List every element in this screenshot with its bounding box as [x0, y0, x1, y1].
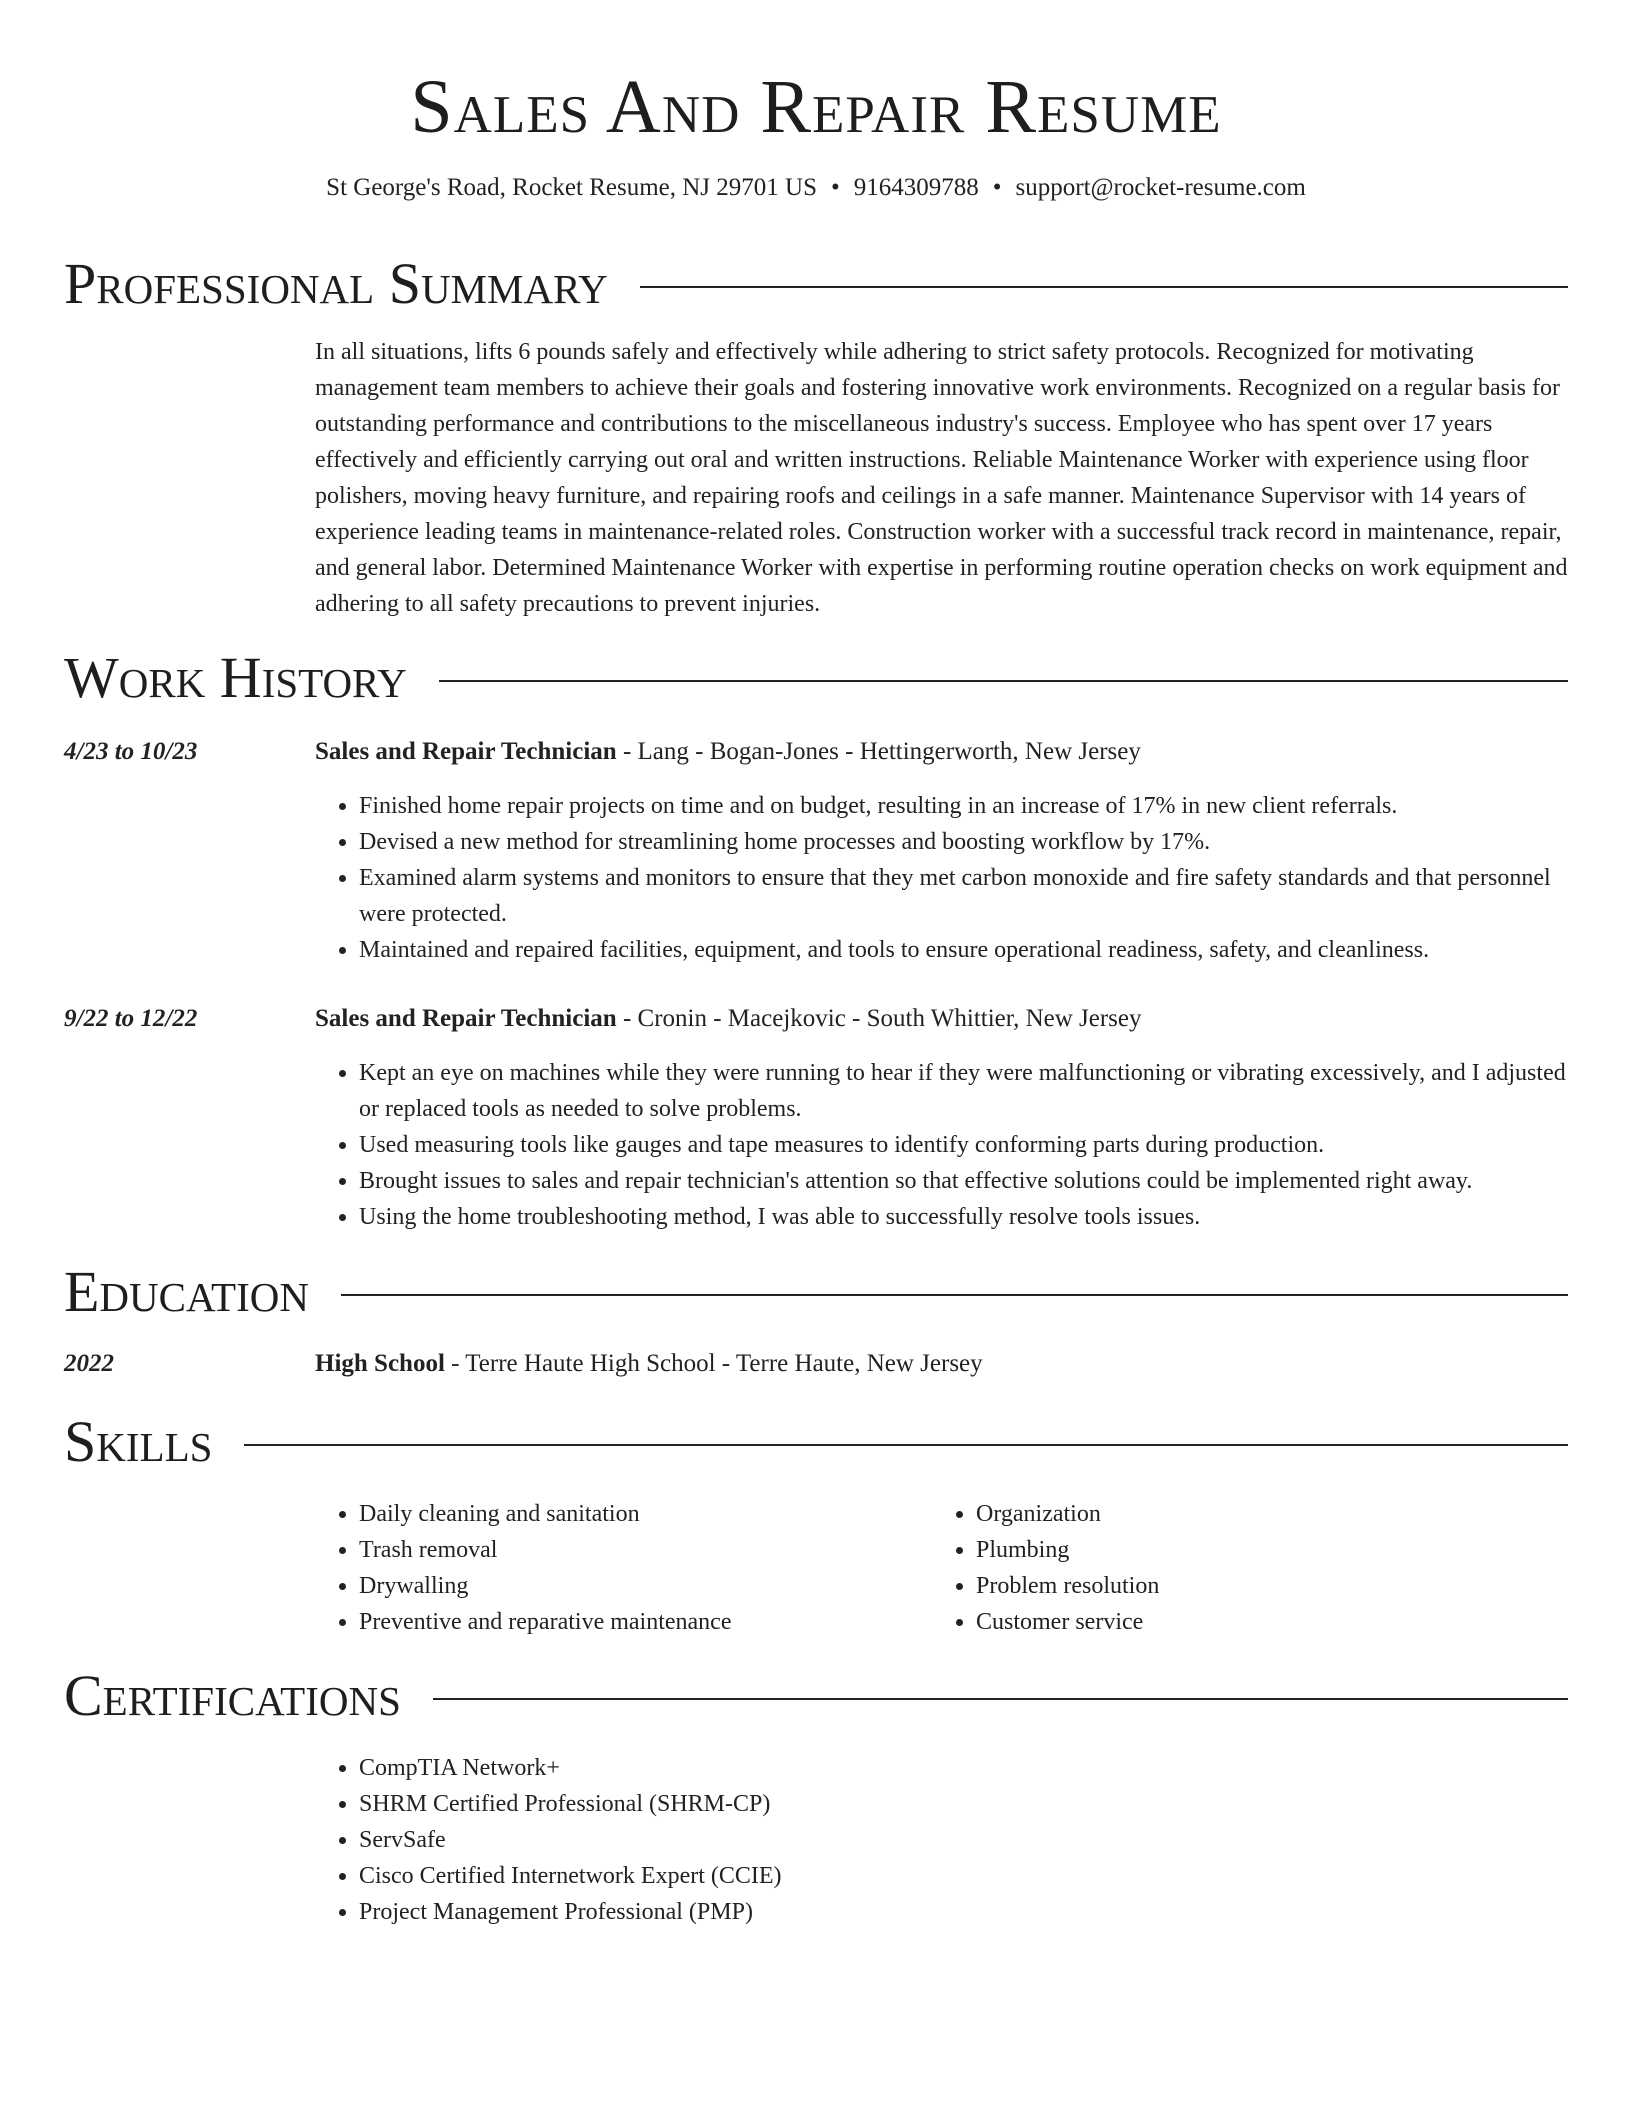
- section-divider: [433, 1698, 1568, 1700]
- contact-phone: 9164309788: [853, 174, 979, 201]
- list-item: • Plumbing: [976, 1532, 1548, 1568]
- list-item: • Devised a new method for streamlining home processes and boosting workflow by 17%.: [359, 824, 1568, 860]
- list-item: • Drywalling: [359, 1568, 931, 1604]
- contact-email: support@rocket-resume.com: [1015, 174, 1306, 201]
- list-item: • Finished home repair projects on time and on budget, resulting in an increase of 17% in new client referrals.: [359, 788, 1568, 824]
- list-item: • Using the home troubleshooting method, I was able to successfully resolve tools issues.: [359, 1199, 1568, 1235]
- section-divider: [640, 286, 1568, 288]
- section-title-education: Education: [64, 1259, 309, 1324]
- contact-line: [64, 172, 1568, 204]
- section-divider: [244, 1444, 1568, 1446]
- section-header-certifications: [64, 1664, 1568, 1728]
- section-title-skills: Skills: [64, 1409, 213, 1474]
- list-item: • Brought issues to sales and repair technician's attention so that effective solutions could be implemented right away.: [359, 1163, 1568, 1199]
- list-item: • CompTIA Network+: [359, 1750, 1568, 1786]
- resume-title: Sales And Repair Resume: [410, 65, 1222, 149]
- list-item: • Problem resolution: [976, 1568, 1548, 1604]
- contact-separator: •: [831, 174, 840, 201]
- job-bullets: [315, 788, 1568, 968]
- job-details: - Cronin - Macejkovic - South Whittier, New Jersey: [616, 1005, 1142, 1032]
- section-title-certifications: Certifications: [64, 1663, 401, 1728]
- education-degree: High School: [315, 1350, 445, 1377]
- job-title: Sales and Repair Technician: [315, 1005, 617, 1032]
- section-title-summary: Professional Summary: [64, 251, 608, 316]
- list-item: • Maintained and repaired facilities, equipment, and tools to ensure operational readiness, safety, and cleanliness.: [359, 932, 1568, 968]
- education-year: 2022: [64, 1350, 114, 1377]
- list-item: • Trash removal: [359, 1532, 931, 1568]
- section-divider: [439, 680, 1568, 682]
- list-item: • Preventive and reparative maintenance: [359, 1604, 931, 1640]
- section-header-work-history: [64, 646, 1568, 710]
- list-item: • Examined alarm systems and monitors to ensure that they met carbon monoxide and fire safety standards and that personnel were protected.: [359, 860, 1568, 932]
- section-title-work-history: Work History: [64, 645, 407, 710]
- list-item: • Cisco Certified Internetwork Expert (CCIE): [359, 1858, 1568, 1894]
- certifications-list: [315, 1750, 1568, 1930]
- job-dates: 4/23 to 10/23: [64, 738, 198, 765]
- job-dates: 9/22 to 12/22: [64, 1005, 198, 1032]
- list-item: • Organization: [976, 1496, 1548, 1532]
- job-title: Sales and Repair Technician: [315, 738, 617, 765]
- skills-list-left: [315, 1496, 931, 1640]
- section-header-education: [64, 1260, 1568, 1324]
- list-item: • Daily cleaning and sanitation: [359, 1496, 931, 1532]
- list-item: • Project Management Professional (PMP): [359, 1894, 1568, 1930]
- job-heading: [315, 736, 1141, 768]
- list-item: • SHRM Certified Professional (SHRM-CP): [359, 1786, 1568, 1822]
- job-bullets: [315, 1055, 1568, 1235]
- job-heading: [315, 1003, 1142, 1035]
- section-header-summary: [64, 252, 1568, 316]
- education-details: - Terre Haute High School - Terre Haute, New Jersey: [444, 1350, 983, 1377]
- job-details: - Lang - Bogan-Jones - Hettingerworth, New Jersey: [616, 738, 1141, 765]
- section-header-skills: [64, 1410, 1568, 1474]
- education-heading: [315, 1348, 983, 1380]
- contact-address: St George's Road, Rocket Resume, NJ 29701 US: [326, 174, 817, 201]
- list-item: • Kept an eye on machines while they were running to hear if they were malfunctioning or vibrating excessively, and I adjusted or replaced tools as needed to solve problems.: [359, 1055, 1568, 1127]
- summary-text: In all situations, lifts 6 pounds safely and effectively while adhering to strict safety protocols. Recognized for motivating management team members to achieve their goals and fostering innovative work environments. Recognized on a regular basis for outstanding performance and contributions to the miscellaneous industry's success. Employee who has spent over 17 years effectively and efficiently carrying out oral and written instructions. Reliable Maintenance Worker with experience using floor polishers, moving heavy furniture, and repairing roofs and ceilings in a safe manner. Maintenance Supervisor with 14 years of experience leading teams in maintenance-related roles. Construction worker with a successful track record in maintenance, repair, and general labor. Determined Maintenance Worker with expertise in performing routine operation checks on work equipment and adhering to all safety precautions to prevent injuries.: [315, 339, 1568, 617]
- section-divider: [341, 1294, 1568, 1296]
- list-item: • ServSafe: [359, 1822, 1568, 1858]
- list-item: • Used measuring tools like gauges and tape measures to identify conforming parts during production.: [359, 1127, 1568, 1163]
- skills-list-right: [932, 1496, 1548, 1640]
- contact-separator: •: [992, 174, 1002, 201]
- resume-page: [64, 0, 1568, 1925]
- list-item: • Customer service: [976, 1604, 1548, 1640]
